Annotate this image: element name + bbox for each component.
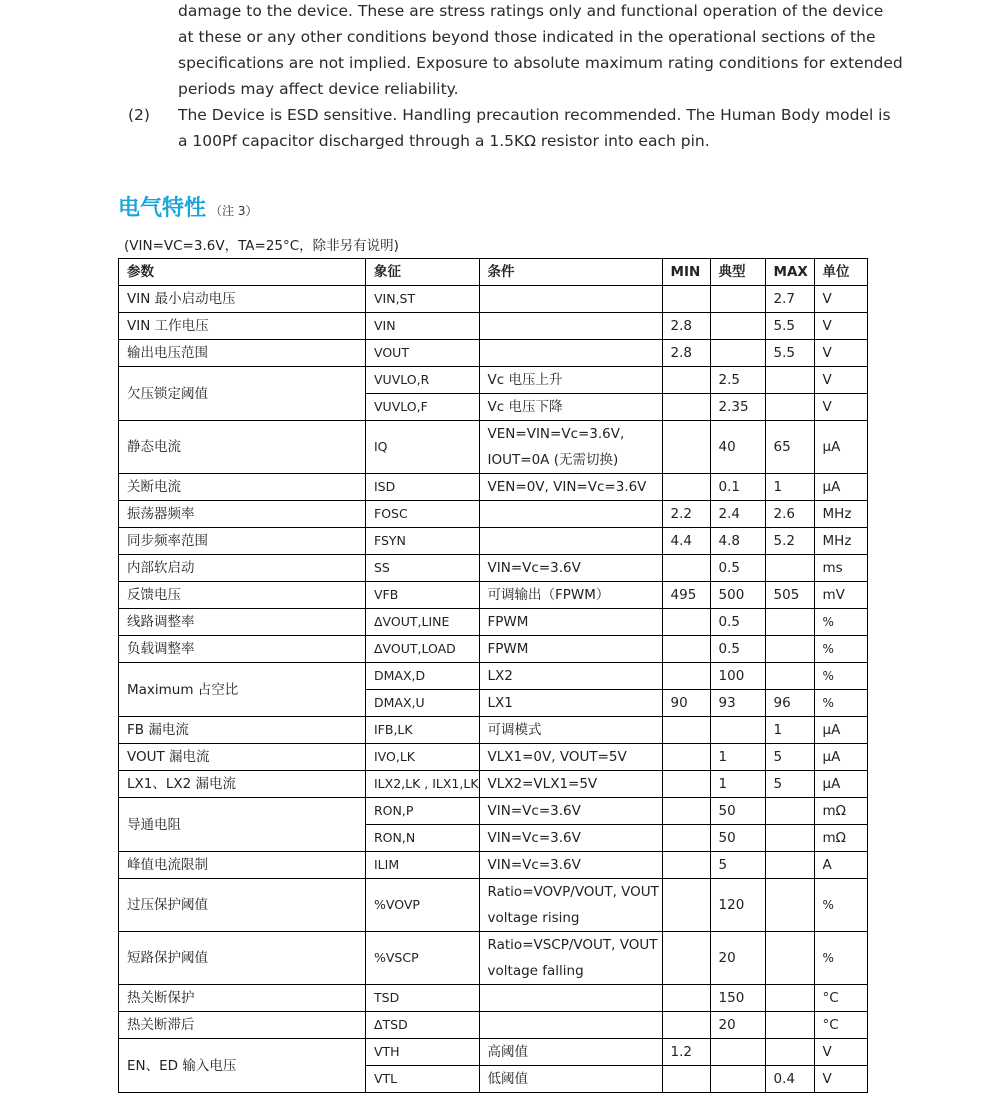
cell-max: 5.5 [765,340,814,367]
table-row [119,717,868,744]
cell-unit: ms [814,555,867,582]
cell-typ: 100 [710,663,765,690]
cell-min [662,1066,710,1093]
cell-unit: % [814,690,867,717]
cell-typ [710,717,765,744]
cell-typ: 40 [710,421,765,474]
cell-min: 2.8 [662,340,710,367]
cell-symbol: IQ [366,421,480,474]
cell-unit: μA [814,744,867,771]
cell-symbol: VIN,ST [366,286,480,313]
cell-condition [479,879,662,932]
cell-symbol: SS [366,555,480,582]
cell-condition-line: Ratio=VSCP/VOUT, VOUT [487,937,658,953]
cell-condition: Vc 电压下降 [479,394,662,421]
cell-typ: 4.8 [710,528,765,555]
cell-param: 欠压锁定阈值 [119,367,366,421]
cell-typ: 0.5 [710,636,765,663]
cell-unit: V [814,394,867,421]
cell-symbol: VUVLO,R [366,367,480,394]
cell-condition: LX1 [479,690,662,717]
cell-symbol: %VOVP [366,879,480,932]
section-title-note: （注 3） [210,204,258,218]
cell-unit: V [814,313,867,340]
cell-min [662,717,710,744]
cell-typ: 2.5 [710,367,765,394]
cell-param: 导通电阻 [119,798,366,852]
cell-symbol: VTL [366,1066,480,1093]
table-row [119,340,868,367]
cell-typ: 20 [710,932,765,985]
cell-condition: 可调模式 [479,717,662,744]
cell-param: 负载调整率 [119,636,366,663]
cell-typ [710,286,765,313]
cell-param: 热关断滞后 [119,1012,366,1039]
cell-unit: % [814,636,867,663]
cell-typ: 0.1 [710,474,765,501]
note-line: damage to the device. These are stress ratings only and functional operation of the device [178,2,884,20]
section-title-text: 电气特性 [118,196,207,221]
cell-max: 5.5 [765,313,814,340]
cell-typ [710,340,765,367]
header-param: 参数 [119,259,366,286]
cell-unit: mΩ [814,825,867,852]
cell-typ: 150 [710,985,765,1012]
cell-symbol: VIN [366,313,480,340]
cell-max: 1 [765,717,814,744]
cell-typ: 1 [710,771,765,798]
cell-max [765,636,814,663]
cell-condition: VIN=Vc=3.6V [479,825,662,852]
cell-symbol: FSYN [366,528,480,555]
note-line: at these or any other conditions beyond those indicated in the operational sections of the [178,28,876,46]
cell-min [662,771,710,798]
cell-min [662,636,710,663]
cell-symbol: VUVLO,F [366,394,480,421]
cell-unit: mΩ [814,798,867,825]
cell-max [765,798,814,825]
note-line: specifications are not implied. Exposure to absolute maximum rating conditions for extended [178,54,903,72]
cell-min [662,663,710,690]
cell-condition [479,340,662,367]
cell-symbol: IVO,LK [366,744,480,771]
cell-condition: FPWM [479,636,662,663]
table-row [119,798,868,825]
cell-min [662,825,710,852]
cell-max: 5 [765,744,814,771]
cell-symbol: ΔTSD [366,1012,480,1039]
cell-unit: MHz [814,528,867,555]
cell-unit: % [814,879,867,932]
cell-symbol: ΔVOUT,LINE [366,609,480,636]
cell-condition: 高阈值 [479,1039,662,1066]
cell-typ: 0.5 [710,555,765,582]
header-unit: 单位 [814,259,867,286]
header-typ: 典型 [710,259,765,286]
cell-min: 495 [662,582,710,609]
cell-param: 短路保护阈值 [119,932,366,985]
cell-min: 90 [662,690,710,717]
cell-param: EN、ED 输入电压 [119,1039,366,1093]
section-title [118,191,257,222]
cell-condition: 可调输出（FPWM） [479,582,662,609]
cell-condition [479,528,662,555]
cell-unit: μA [814,421,867,474]
cell-max [765,555,814,582]
cell-param: 关断电流 [119,474,366,501]
cell-min [662,879,710,932]
table-row [119,985,868,1012]
cell-condition: 低阈值 [479,1066,662,1093]
cell-symbol: VOUT [366,340,480,367]
cell-symbol: DMAX,D [366,663,480,690]
cell-min [662,367,710,394]
cell-symbol: ΔVOUT,LOAD [366,636,480,663]
cell-param: 热关断保护 [119,985,366,1012]
cell-param: 线路调整率 [119,609,366,636]
cell-param: 反馈电压 [119,582,366,609]
table-row [119,852,868,879]
cell-max [765,1012,814,1039]
cell-condition [479,1012,662,1039]
cell-param: VOUT 漏电流 [119,744,366,771]
cell-max [765,932,814,985]
cell-max: 2.6 [765,501,814,528]
header-max: MAX [765,259,814,286]
cell-max: 1 [765,474,814,501]
cell-unit: °C [814,985,867,1012]
table-row [119,879,868,932]
cell-typ: 0.5 [710,609,765,636]
cell-max [765,1039,814,1066]
table-row [119,367,868,394]
cell-min [662,609,710,636]
note-line: periods may affect device reliability. [178,80,459,98]
cell-condition [479,501,662,528]
table-row [119,932,868,985]
cell-symbol: IFB,LK [366,717,480,744]
cell-min [662,744,710,771]
table-row [119,421,868,474]
cell-max: 505 [765,582,814,609]
cell-unit: μA [814,717,867,744]
cell-symbol: DMAX,U [366,690,480,717]
cell-condition-line: Ratio=VOVP/VOUT, VOUT [487,884,659,900]
table-row [119,609,868,636]
cell-param: VIN 工作电压 [119,313,366,340]
cell-typ: 20 [710,1012,765,1039]
cell-max: 5 [765,771,814,798]
cell-max: 65 [765,421,814,474]
table-row [119,501,868,528]
cell-unit: % [814,663,867,690]
cell-typ: 500 [710,582,765,609]
cell-symbol: RON,N [366,825,480,852]
cell-unit: μA [814,771,867,798]
cell-condition-line: voltage falling [487,963,584,979]
cell-unit: MHz [814,501,867,528]
cell-param: 内部软启动 [119,555,366,582]
cell-typ [710,313,765,340]
cell-typ [710,1066,765,1093]
cell-symbol: VFB [366,582,480,609]
cell-min [662,421,710,474]
cell-symbol: %VSCP [366,932,480,985]
cell-condition: Vc 电压上升 [479,367,662,394]
cell-condition: VLX2=VLX1=5V [479,771,662,798]
cell-unit: V [814,1039,867,1066]
header-condition: 条件 [479,259,662,286]
cell-min [662,1012,710,1039]
table-row [119,286,868,313]
cell-max [765,825,814,852]
cell-unit: V [814,340,867,367]
table-row [119,744,868,771]
cell-condition-line: voltage rising [487,910,580,926]
cell-condition [479,286,662,313]
cell-param: 静态电流 [119,421,366,474]
cell-condition [479,421,662,474]
electrical-characteristics-table [118,258,868,1093]
cell-typ: 1 [710,744,765,771]
cell-param: LX1、LX2 漏电流 [119,771,366,798]
cell-symbol: FOSC [366,501,480,528]
cell-min: 1.2 [662,1039,710,1066]
cell-param: 同步频率范围 [119,528,366,555]
cell-symbol: VTH [366,1039,480,1066]
cell-min [662,932,710,985]
header-symbol: 象征 [366,259,480,286]
cell-min [662,798,710,825]
cell-typ: 50 [710,825,765,852]
cell-condition: VIN=Vc=3.6V [479,798,662,825]
cell-min [662,394,710,421]
cell-typ: 120 [710,879,765,932]
cell-symbol: ISD [366,474,480,501]
cell-max [765,394,814,421]
cell-condition-line: VEN=VIN=Vc=3.6V, [487,426,625,442]
cell-condition: VEN=0V, VIN=Vc=3.6V [479,474,662,501]
note-number: (2) [128,106,150,124]
cell-min: 2.2 [662,501,710,528]
cell-typ: 2.35 [710,394,765,421]
note-line: The Device is ESD sensitive. Handling precaution recommended. The Human Body model is [178,106,891,124]
table-row [119,636,868,663]
cell-condition: VLX1=0V, VOUT=5V [479,744,662,771]
cell-typ [710,1039,765,1066]
table-row [119,1039,868,1066]
table-header-row [119,259,868,286]
cell-max [765,985,814,1012]
cell-min: 2.8 [662,313,710,340]
cell-min [662,474,710,501]
cell-unit: mV [814,582,867,609]
cell-param: 过压保护阈值 [119,879,366,932]
cell-unit: μA [814,474,867,501]
cell-max [765,609,814,636]
cell-condition [479,985,662,1012]
cell-min [662,985,710,1012]
cell-param: 振荡器频率 [119,501,366,528]
cell-symbol: TSD [366,985,480,1012]
cell-condition: FPWM [479,609,662,636]
table-row [119,1012,868,1039]
table-row [119,663,868,690]
cell-param: 峰值电流限制 [119,852,366,879]
table-row [119,528,868,555]
cell-max: 2.7 [765,286,814,313]
cell-max: 5.2 [765,528,814,555]
cell-unit: V [814,286,867,313]
cell-min [662,286,710,313]
table-row [119,771,868,798]
cell-typ: 93 [710,690,765,717]
cell-condition: LX2 [479,663,662,690]
table-row [119,474,868,501]
cell-param: VIN 最小启动电压 [119,286,366,313]
cell-param: 输出电压范围 [119,340,366,367]
cell-max: 96 [765,690,814,717]
cell-condition: VIN=Vc=3.6V [479,555,662,582]
header-min: MIN [662,259,710,286]
cell-symbol: ILIM [366,852,480,879]
cell-max [765,367,814,394]
test-conditions: (VIN=VC=3.6V，TA=25°C，除非另有说明) [124,238,399,254]
cell-unit: °C [814,1012,867,1039]
cell-typ: 50 [710,798,765,825]
cell-unit: V [814,1066,867,1093]
table-row [119,582,868,609]
cell-condition [479,313,662,340]
table-row [119,555,868,582]
cell-max [765,879,814,932]
cell-condition-line: IOUT=0A (无需切换) [487,452,619,468]
cell-unit: A [814,852,867,879]
cell-condition: VIN=Vc=3.6V [479,852,662,879]
note-line: a 100Pf capacitor discharged through a 1.5KΩ resistor into each pin. [178,132,710,150]
cell-unit: % [814,609,867,636]
cell-symbol: RON,P [366,798,480,825]
table-row [119,313,868,340]
cell-condition [479,932,662,985]
cell-typ: 5 [710,852,765,879]
cell-min [662,555,710,582]
cell-min [662,852,710,879]
cell-unit: V [814,367,867,394]
cell-min: 4.4 [662,528,710,555]
cell-max [765,663,814,690]
cell-param: FB 漏电流 [119,717,366,744]
cell-symbol: ILX2,LK , ILX1,LK [366,771,480,798]
cell-param: Maximum 占空比 [119,663,366,717]
cell-unit: % [814,932,867,985]
cell-max: 0.4 [765,1066,814,1093]
cell-max [765,852,814,879]
cell-typ: 2.4 [710,501,765,528]
